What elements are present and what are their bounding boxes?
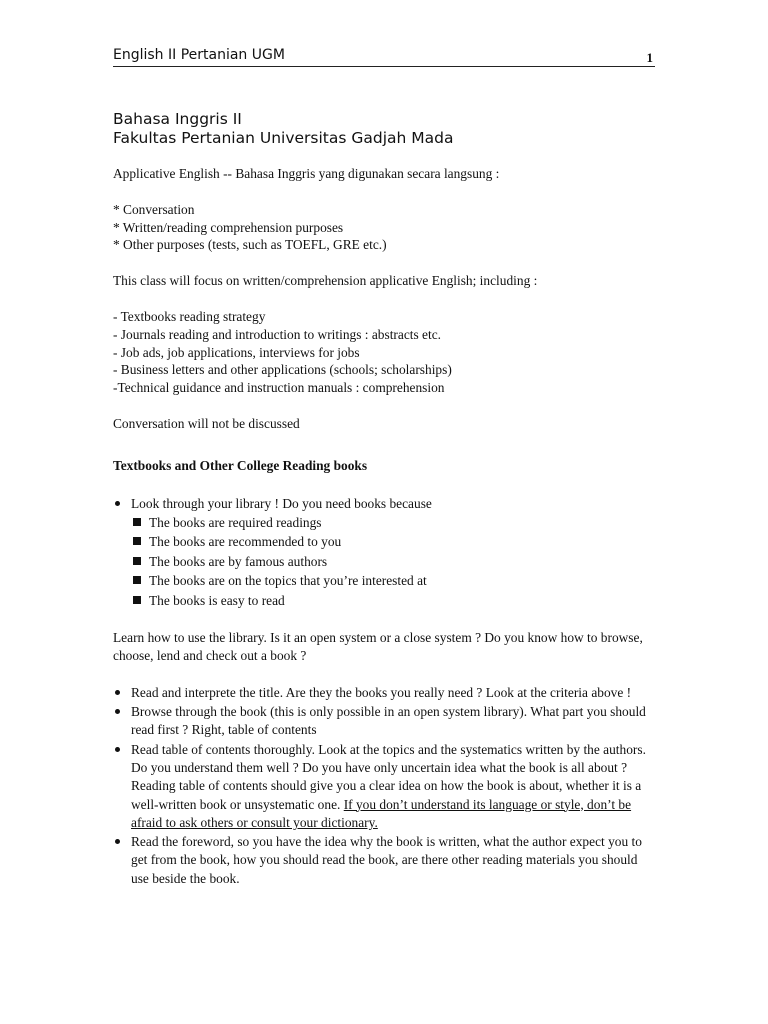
bullet-icon bbox=[115, 839, 120, 844]
section-title: Textbooks and Other College Reading books bbox=[113, 457, 368, 473]
list-item bbox=[131, 571, 658, 590]
topic-item: -Technical guidance and instruction manuals : comprehension bbox=[113, 380, 445, 396]
list-item bbox=[131, 552, 658, 571]
purpose-item: * Conversation bbox=[113, 201, 195, 217]
focus-text: This class will focus on written/comprehension applicative English; including : bbox=[113, 273, 538, 289]
course-title: Bahasa Inggris II bbox=[113, 110, 242, 128]
learn-paragraph: Learn how to use the library. Is it an open system or a close system ? Do you know how to browse, choose, lend and check out a book ? bbox=[113, 630, 643, 664]
step-text: Read the foreword, so you have the idea why the book is written, what the author expect you to get from the book, how you should read the book, are there other reading materials you should use beside the book. bbox=[131, 834, 642, 886]
bullet-icon bbox=[115, 690, 120, 695]
reading-steps-list bbox=[113, 684, 658, 888]
topic-item: - Job ads, job applications, interviews for jobs bbox=[113, 344, 360, 360]
square-bullet-icon bbox=[133, 557, 141, 565]
step-text: Read table of contents thoroughly. Look at the topics and the systematics written by the authors. Do you understand them well ? Do you have only uncertain idea what the book is all about ? Reading table of contents should give you a clear idea on how the book is about, whether it is a well-written book or unsystematic one. bbox=[131, 741, 646, 812]
bullet-icon bbox=[115, 709, 120, 714]
page-number: 1 bbox=[646, 50, 653, 65]
list-item bbox=[113, 703, 658, 740]
square-bullet-icon bbox=[133, 537, 141, 545]
reasons-list bbox=[113, 513, 658, 610]
list-item bbox=[113, 495, 658, 513]
list-item bbox=[131, 532, 658, 551]
reason-text: The books are on the topics that you’re interested at bbox=[149, 573, 427, 589]
reason-text: The books are recommended to you bbox=[149, 534, 342, 550]
list-item bbox=[113, 741, 658, 832]
reason-text: The books are required readings bbox=[149, 514, 322, 530]
square-bullet-icon bbox=[133, 596, 141, 604]
square-bullet-icon bbox=[133, 518, 141, 526]
conversation-note: Conversation will not be discussed bbox=[113, 415, 300, 431]
reason-text: The books is easy to read bbox=[149, 592, 285, 608]
page-header bbox=[113, 47, 655, 67]
purpose-item: * Other purposes (tests, such as TOEFL, GRE etc.) bbox=[113, 237, 387, 253]
list-item bbox=[113, 684, 658, 702]
list-item bbox=[131, 591, 658, 610]
list-item bbox=[113, 833, 658, 888]
library-list bbox=[113, 495, 658, 513]
header-title: English II Pertanian UGM bbox=[113, 47, 285, 63]
purpose-item: * Written/reading comprehension purposes bbox=[113, 219, 344, 235]
bullet-icon bbox=[115, 747, 120, 752]
topic-item: - Journals reading and introduction to writings : abstracts etc. bbox=[113, 326, 441, 342]
underlined-advice: If you don’t understand its language or style, don’t be afraid to ask others or consult your dictionary. bbox=[131, 796, 632, 830]
topic-item: - Textbooks reading strategy bbox=[113, 308, 266, 324]
step-text: Browse through the book (this is only possible in an open system library). What part you should read first ? Right, table of contents bbox=[131, 704, 646, 738]
faculty-title: Fakultas Pertanian Universitas Gadjah Mada bbox=[113, 129, 454, 147]
intro-text: Applicative English -- Bahasa Inggris yang digunakan secara langsung : bbox=[113, 166, 500, 181]
bullet-icon bbox=[115, 501, 120, 506]
library-bullet-text: Look through your library ! Do you need books because bbox=[131, 495, 432, 511]
reason-text: The books are by famous authors bbox=[149, 553, 328, 569]
step-text: Read and interprete the title. Are they the books you really need ? Look at the criteria above ! bbox=[131, 684, 632, 700]
list-item bbox=[131, 513, 658, 532]
document-body bbox=[113, 110, 658, 889]
topic-item: - Business letters and other applications (schools; scholarships) bbox=[113, 362, 452, 378]
square-bullet-icon bbox=[133, 576, 141, 584]
